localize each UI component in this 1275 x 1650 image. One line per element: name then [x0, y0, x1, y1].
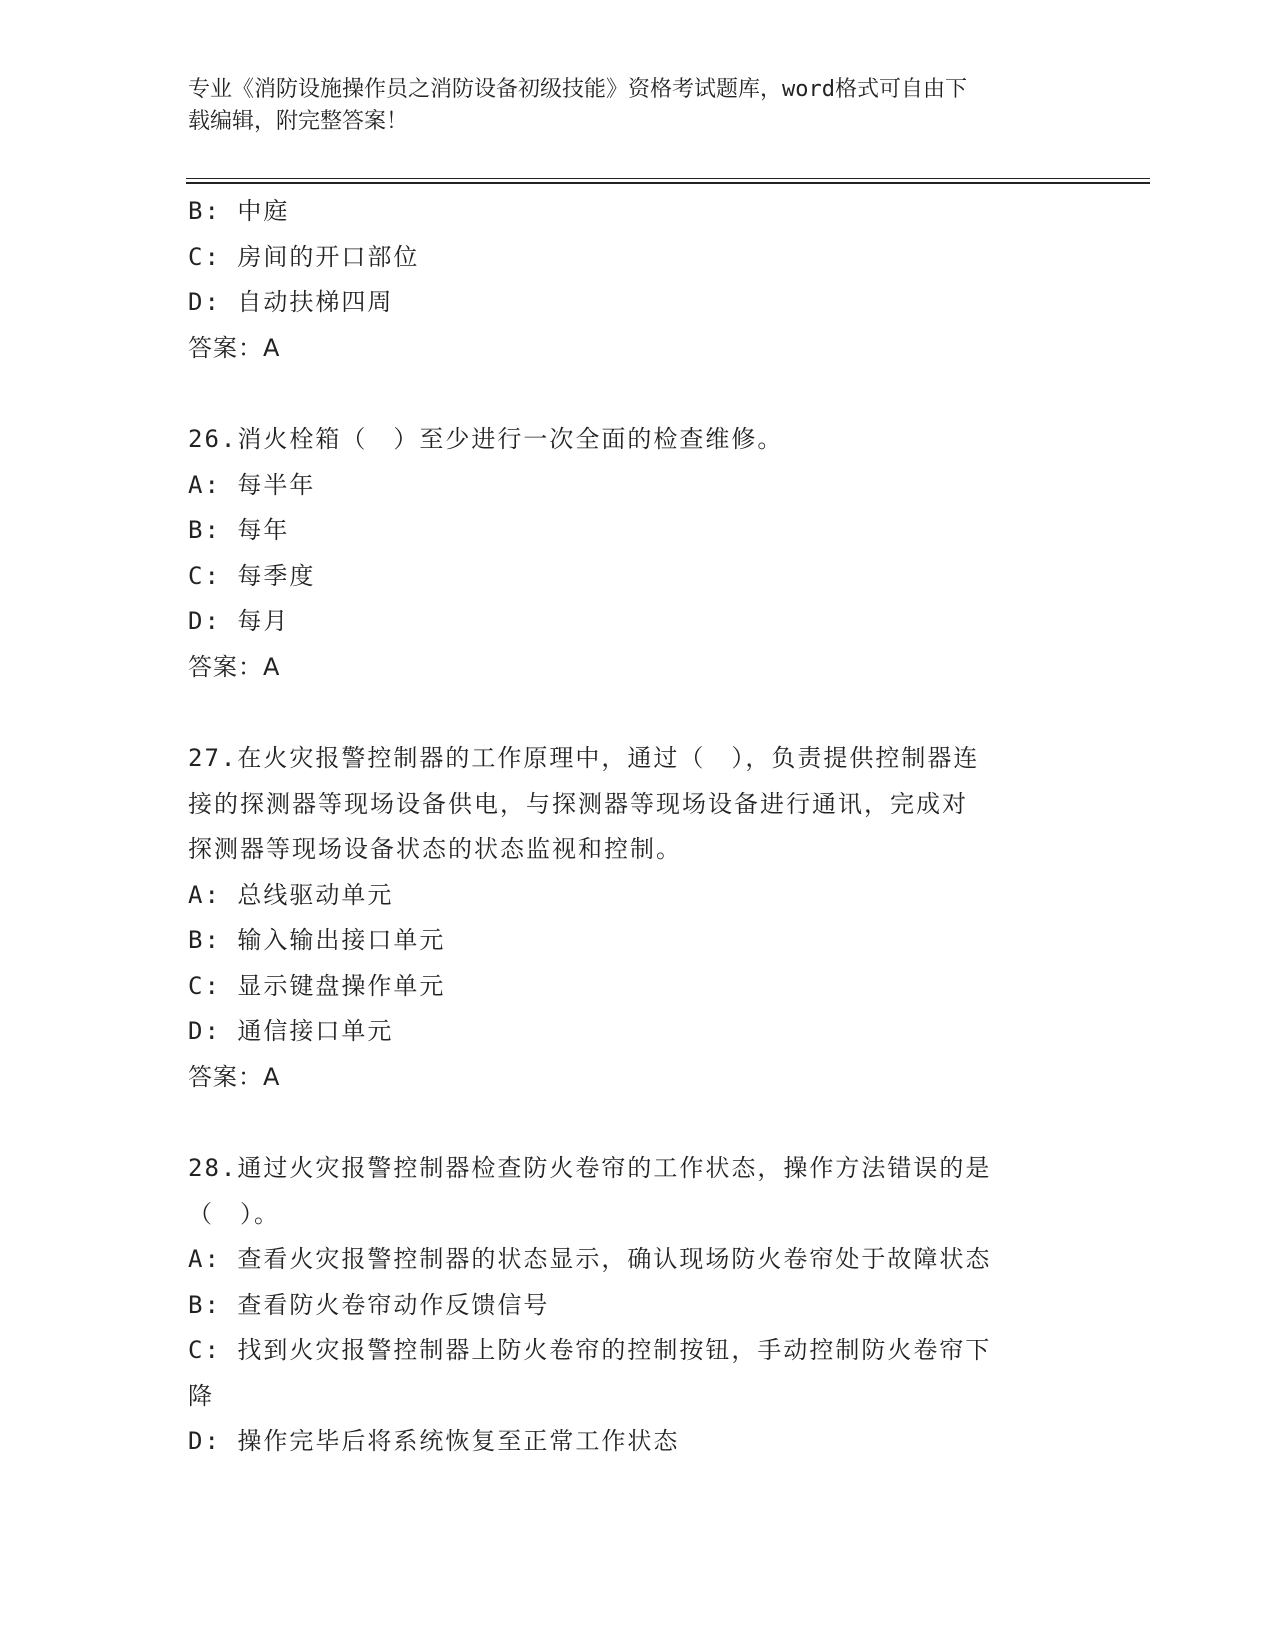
option-c: C: 房间的开口部位 [188, 242, 420, 271]
question-list [188, 189, 1088, 1465]
header-line-2: 载编辑，附完整答案！ [188, 109, 409, 134]
answer-line: 答案：A [188, 652, 281, 681]
option-a: A: 总线驱动单元 [188, 880, 394, 909]
option-d: D: 操作完毕后将系统恢复至正常工作状态 [188, 1427, 680, 1455]
option-a: A: 查看火灾报警控制器的状态显示，确认现场防火卷帘处于故障状态 [188, 1245, 992, 1273]
question-27 [188, 736, 1088, 1100]
option-b: B: 查看防火卷帘动作反馈信号 [188, 1290, 550, 1319]
option-a: A: 每半年 [188, 470, 316, 499]
question-stem: 26.消火栓箱（ ）至少进行一次全面的检查维修。 [188, 425, 784, 453]
question-stem-line-1: 28.通过火灾报警控制器检查防火卷帘的工作状态，操作方法错误的是 [188, 1154, 992, 1182]
spacer [188, 1100, 1088, 1146]
spacer [188, 690, 1088, 736]
question-stem-line-2: 接的探测器等现场设备供电，与探测器等现场设备进行通讯，完成对 [188, 789, 968, 818]
option-c-continued: 降 [188, 1381, 214, 1410]
question-stem-line-1: 27.在火灾报警控制器的工作原理中，通过（ ），负责提供控制器连 [188, 744, 980, 772]
question-stem-line-2: （ ）。 [188, 1199, 280, 1228]
option-b: B: 每年 [188, 516, 290, 544]
question-26 [188, 417, 1088, 690]
header-divider-thin [186, 178, 1150, 179]
page-header [188, 74, 1068, 138]
answer-line: 答案：A [188, 1062, 281, 1091]
option-b: B: 中庭 [188, 197, 290, 225]
question-25-continued [188, 189, 1088, 371]
option-c: C: 找到火灾报警控制器上防火卷帘的控制按钮，手动控制防火卷帘下 [188, 1336, 992, 1364]
answer-line: 答案：A [188, 333, 281, 362]
question-28 [188, 1146, 1088, 1465]
question-stem-line-3: 探测器等现场设备状态的状态监视和控制。 [188, 835, 682, 863]
option-c: C: 每季度 [188, 561, 316, 590]
option-d: D: 自动扶梯四周 [188, 288, 394, 316]
option-c: C: 显示键盘操作单元 [188, 971, 446, 1000]
option-d: D: 每月 [188, 607, 290, 635]
spacer [188, 371, 1088, 417]
option-b: B: 输入输出接口单元 [188, 926, 446, 954]
header-line-1: 专业《消防设施操作员之消防设备初级技能》资格考试题库，word格式可自由下 [188, 77, 967, 102]
header-divider-thick [186, 182, 1150, 184]
option-d: D: 通信接口单元 [188, 1017, 394, 1045]
